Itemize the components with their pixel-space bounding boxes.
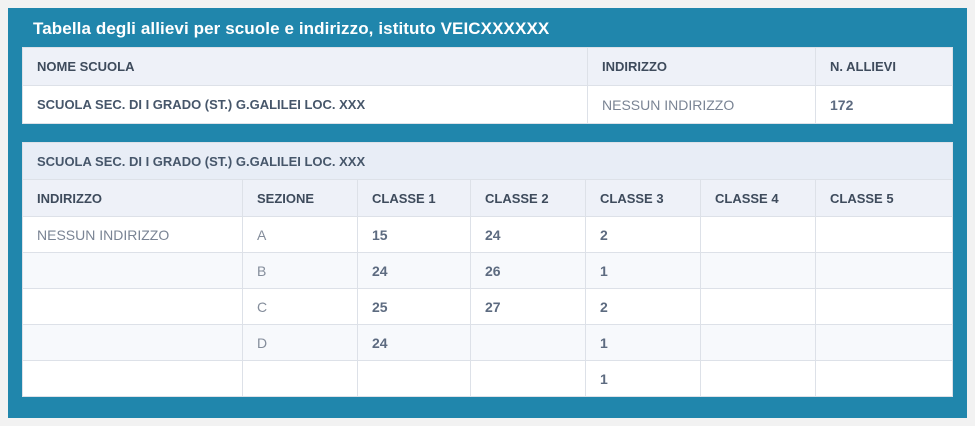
- classe-1-cell: 25: [358, 289, 471, 325]
- classe-5-cell: [816, 361, 953, 397]
- classe-2-cell: [471, 325, 586, 361]
- column-header-classe-3: CLASSE 3: [586, 180, 701, 217]
- table-row: [23, 217, 953, 253]
- page-title: Tabella degli allievi per scuole e indirizzo, istituto VEICXXXXXX: [33, 19, 550, 38]
- classe-5-cell: [816, 253, 953, 289]
- classe-3-cell: 1: [586, 361, 701, 397]
- column-header-classe-1: CLASSE 1: [358, 180, 471, 217]
- classe-4-cell: [701, 217, 816, 253]
- table-row: [23, 253, 953, 289]
- column-header-classe-5: CLASSE 5: [816, 180, 953, 217]
- sezione-cell: [243, 361, 358, 397]
- classe-2-cell: [471, 361, 586, 397]
- sezione-cell: A: [243, 217, 358, 253]
- classe-4-cell: [701, 325, 816, 361]
- schools-summary-table: [22, 47, 953, 124]
- indirizzo-cell: NESSUN INDIRIZZO: [23, 217, 243, 253]
- summary-header-row: [23, 48, 953, 86]
- column-header-n-allievi: N. ALLIEVI: [816, 48, 953, 86]
- classe-1-cell: 15: [358, 217, 471, 253]
- detail-header-row: [23, 180, 953, 217]
- classe-2-cell: 27: [471, 289, 586, 325]
- school-name-header: SCUOLA SEC. DI I GRADO (ST.) G.GALILEI LOC. XXX: [23, 143, 953, 180]
- report-panel: [8, 8, 967, 418]
- classe-5-cell: [816, 217, 953, 253]
- classe-5-cell: [816, 325, 953, 361]
- classe-3-cell: 1: [586, 325, 701, 361]
- classe-3-cell: 2: [586, 289, 701, 325]
- classe-3-cell: 2: [586, 217, 701, 253]
- classe-4-cell: [701, 253, 816, 289]
- column-header-nome-scuola: NOME SCUOLA: [23, 48, 588, 86]
- classe-2-cell: 24: [471, 217, 586, 253]
- sezione-cell: C: [243, 289, 358, 325]
- column-header-classe-4: CLASSE 4: [701, 180, 816, 217]
- sezione-cell: B: [243, 253, 358, 289]
- school-header-row: [23, 143, 953, 180]
- table-row: [23, 289, 953, 325]
- indirizzo-cell: [23, 361, 243, 397]
- column-header-sezione: SEZIONE: [243, 180, 358, 217]
- column-header-indirizzo: INDIRIZZO: [23, 180, 243, 217]
- school-detail-table: [22, 142, 953, 397]
- classe-1-cell: 24: [358, 325, 471, 361]
- indirizzo-cell: [23, 253, 243, 289]
- classe-1-cell: [358, 361, 471, 397]
- classe-3-cell: 1: [586, 253, 701, 289]
- classe-2-cell: 26: [471, 253, 586, 289]
- table-row: [23, 361, 953, 397]
- indirizzo-cell: [23, 289, 243, 325]
- indirizzo-cell: NESSUN INDIRIZZO: [588, 86, 816, 124]
- allievi-count-cell: 172: [816, 86, 953, 124]
- school-name-cell: SCUOLA SEC. DI I GRADO (ST.) G.GALILEI LOC. XXX: [23, 86, 588, 124]
- classe-4-cell: [701, 361, 816, 397]
- table-row: [23, 86, 953, 124]
- column-header-classe-2: CLASSE 2: [471, 180, 586, 217]
- indirizzo-cell: [23, 325, 243, 361]
- table-row: [23, 325, 953, 361]
- sezione-cell: D: [243, 325, 358, 361]
- classe-5-cell: [816, 289, 953, 325]
- column-header-indirizzo: INDIRIZZO: [588, 48, 816, 86]
- classe-4-cell: [701, 289, 816, 325]
- classe-1-cell: 24: [358, 253, 471, 289]
